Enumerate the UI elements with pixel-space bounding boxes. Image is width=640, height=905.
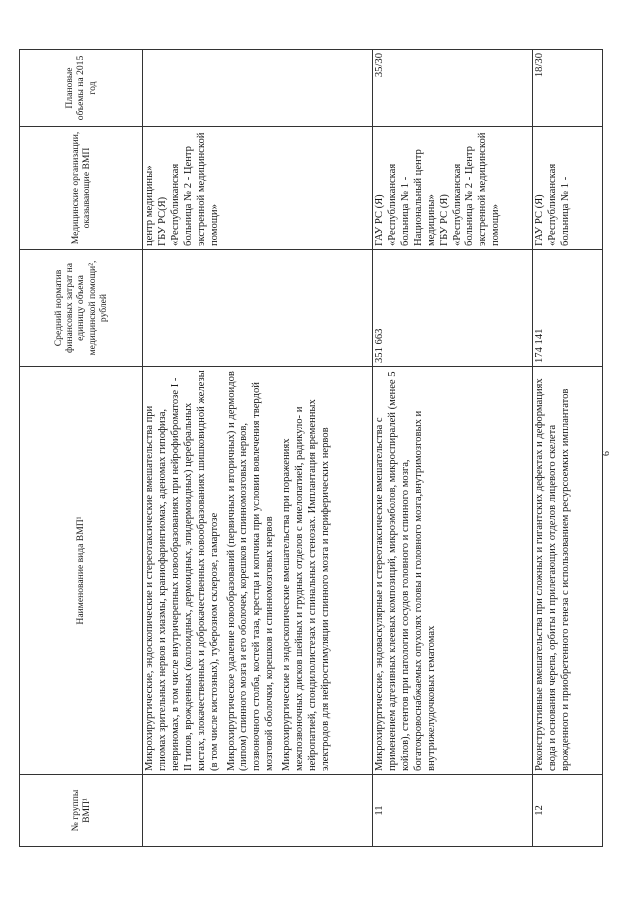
row-volume	[143, 50, 373, 127]
row-orgs	[533, 127, 603, 250]
org-line: «Республиканская больница № 2 - Центр экстренной медицинской помощи»	[169, 132, 220, 246]
description-paragraph: Микрохирургическое удаление новообразований (первичных и вторичных) и дермоидов (липом) спинного мозга и его оболочек, корешков и спинномозговых нервов, позвоночного столба, костей таза, крестца и копчика при условии вовлечения твердой мозговой оболочки, корешков и спинномозговых нервов	[225, 371, 276, 771]
header-cost: Средний норматив финансовых затрат на единицу объема медицинской помощи², рублей	[20, 250, 143, 367]
description-paragraph: Реконструктивные вмешательства при сложных и гигантских дефектах и деформациях свода и основания черепа, орбиты и прилегающих отделов лицевого скелета врожденного и приобретенного генеза с использованием ресурсоемких имплантатов	[534, 378, 571, 771]
header-orgs: Медицинские организации, оказывающие ВМП	[20, 127, 143, 250]
org-line: «Республиканская больница № 1 - Национальный центр медицины»	[386, 149, 437, 246]
row-group: 11	[373, 775, 533, 847]
row-group: 12	[533, 775, 603, 847]
header-volume: Плановые объемы на 2015 год	[20, 50, 143, 127]
org-line: «Республиканская больница № 2 - Центр экстренной медицинской помощи»	[451, 132, 502, 246]
row-orgs	[373, 127, 533, 250]
org-line: ГБУ РС (Я)	[438, 194, 450, 246]
table-row	[373, 50, 533, 847]
description-paragraph: Микрохирургические, эндоскопические и стереотаксические вмешательства при глиомах зрительных нервов и хиазмы, краниофарингиомах, аденомах гипофиза, невриномах, в том числе внутричерепных новообразованиях при нейрофиброматозе I - II типов, врожденных (коллоидных, дермоидных, эпидермоидных) церебральных кистах, злокачественных и доброкачественных новообразованиях шишковидной железы (в том числе кистозных), туберозном склерозе, гамартозе	[144, 370, 220, 771]
page-number: 9	[599, 451, 610, 456]
org-line: ГАУ РС (Я)	[534, 194, 545, 246]
rotated-page	[19, 50, 605, 847]
row-description	[533, 367, 603, 775]
table-header-row	[20, 50, 143, 847]
vmp-table	[19, 49, 603, 847]
row-cost	[143, 250, 373, 367]
org-line: ГАУ РС (Я)	[374, 194, 385, 246]
row-volume: 18/30	[533, 50, 603, 127]
org-line: центр медицины»	[144, 165, 155, 246]
table-row	[533, 50, 603, 847]
header-name: Наименование вида ВМП¹	[20, 367, 143, 775]
row-volume: 35/30	[373, 50, 533, 127]
table-row	[143, 50, 373, 847]
row-group	[143, 775, 373, 847]
header-group: № группы ВМП¹	[20, 775, 143, 847]
org-line: «Республиканская больница № 1 -	[546, 163, 571, 246]
row-description	[143, 367, 373, 775]
org-line: ГБУ РС(Я)	[156, 196, 168, 246]
row-cost: 351 663	[373, 250, 533, 367]
description-paragraph: Микрохирургические и эндоскопические вмешательства при поражениях межпозвоночных дисков шейных и грудных отделов с миелопатией, радикуло- и нейропатией, спондилолистезах и спинальных стенозах. Имплантация временных электродов для нейростимуляции спинного мозга и периферических нервов	[281, 399, 331, 771]
row-orgs	[143, 127, 373, 250]
row-description	[373, 367, 533, 775]
description-paragraph: Микрохирургические, эндоваскулярные и стереотаксические вмешательства с применением адгезивных клеевых композиций, микроэмболов, микроспиралей (менее 5 койлов), стентов при патологии сосудов головного и спинного мозга, богатокровоснабжаемых опухолях головы и головного мозга,внутримозговых и внутрижелудочковых гематомах	[374, 371, 437, 771]
row-cost: 174 141	[533, 250, 603, 367]
